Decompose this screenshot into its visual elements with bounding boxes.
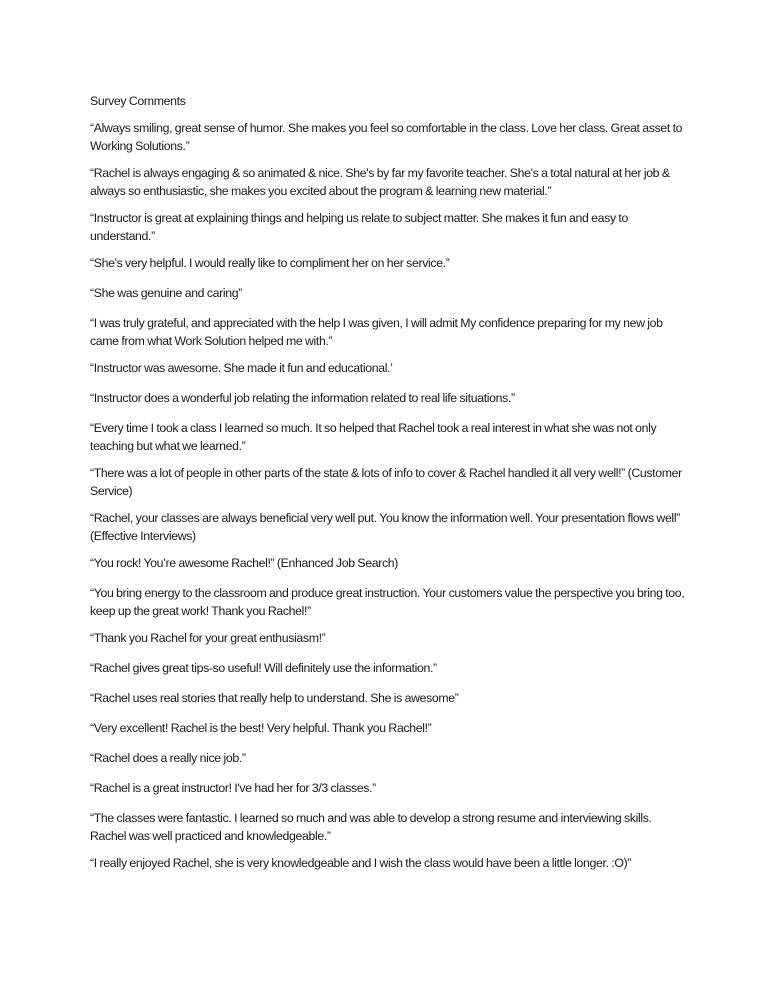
comment-7: “Instructor was awesome. She made it fun and educational.’ <box>90 361 393 375</box>
comment-17: “Very excellent! Rachel is the best! Very helpful. Thank you Rachel!” <box>90 721 432 735</box>
comment-14: “Thank you Rachel for your great enthusiasm!” <box>90 631 326 645</box>
document-page <box>90 92 690 881</box>
comment-3: “Instructor is great at explaining things and helping us relate to subject matter. She makes it fun and easy to understand.” <box>90 211 628 243</box>
comment-12: “You rock! You’re awesome Rachel!” (Enhanced Job Search) <box>90 556 398 570</box>
comment-6: “I was truly grateful, and appreciated with the help I was given, I will admit My confidence preparing for my new job came from what Work Solution helped me with.” <box>90 316 663 348</box>
comment-16: “Rachel uses real stories that really help to understand. She is awesome” <box>90 691 459 705</box>
comment-15: “Rachel gives great tips-so useful! Will definitely use the information.” <box>90 661 437 675</box>
comment-2: “Rachel is always engaging & so animated & nice. She's by far my favorite teacher. She's a total natural at her job & always so enthusiastic, she makes you excited about the program & learning new material.” <box>90 166 670 198</box>
comment-18: “Rachel does a really nice job.” <box>90 751 246 765</box>
comment-20: “The classes were fantastic. I learned so much and was able to develop a strong resume and interviewing skills. Rachel was well practiced and knowledgeable.” <box>90 811 652 843</box>
comment-4: “She's very helpful. I would really like to compliment her on her service.” <box>90 256 450 270</box>
comment-8: “Instructor does a wonderful job relating the information related to real life situations.” <box>90 391 515 405</box>
comment-21: “I really enjoyed Rachel, she is very knowledgeable and I wish the class would have been a little longer. :O)” <box>90 856 632 870</box>
comment-13: “You bring energy to the classroom and produce great instruction. Your customers value the perspective you bring too, keep up the great work! Thank you Rachel!” <box>90 586 685 618</box>
comment-19: “Rachel is a great instructor! I've had her for 3/3 classes.” <box>90 781 376 795</box>
comment-10: “There was a lot of people in other parts of the state & lots of info to cover & Rachel handled it all very well!” (Customer Service) <box>90 466 682 498</box>
comment-9: “Every time I took a class I learned so much. It so helped that Rachel took a real interest in what she was not only teaching but what we learned.” <box>90 421 657 453</box>
comment-1: “Always smiling, great sense of humor. She makes you feel so comfortable in the class. Love her class. Great asset to Working Solutions.” <box>90 121 683 153</box>
comment-5: “She was genuine and caring” <box>90 286 242 300</box>
comment-11: “Rachel, your classes are always beneficial very well put. You know the information well. Your presentation flows well” (Effective Interviews) <box>90 511 680 543</box>
document-title: Survey Comments <box>90 94 186 108</box>
